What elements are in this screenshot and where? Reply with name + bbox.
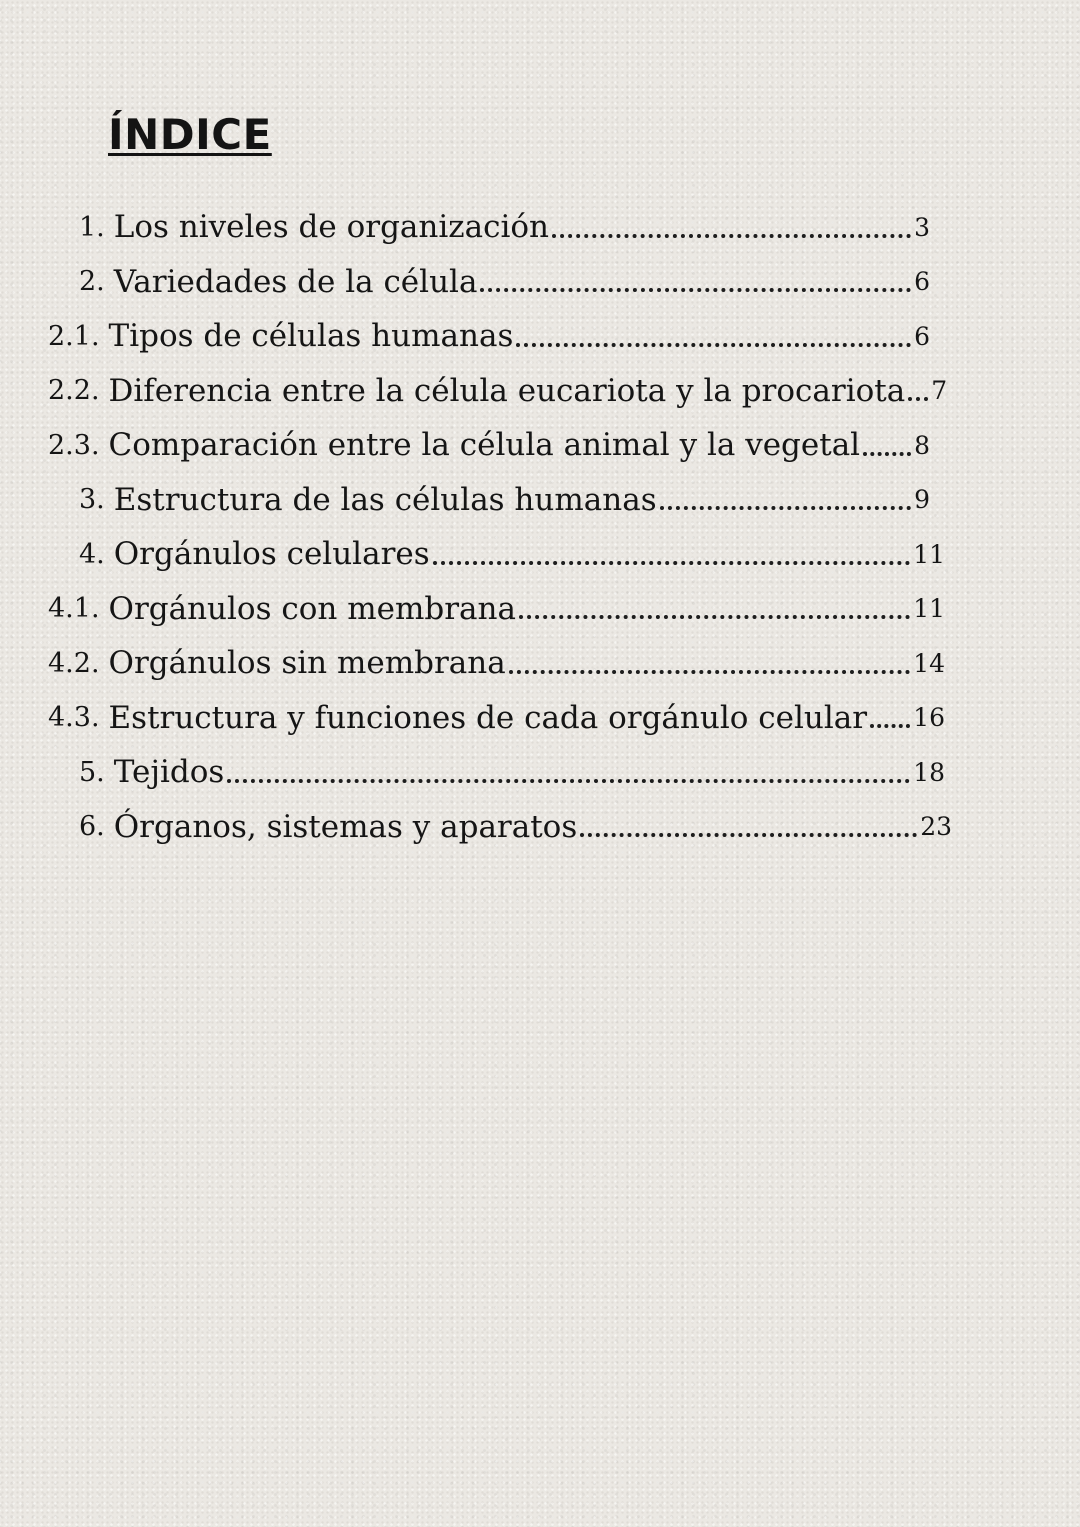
toc-entry-page: 23 [920,812,952,842]
dot-leader [580,833,917,837]
table-of-contents [0,200,1080,854]
toc-entry-page: 6 [914,321,930,351]
dot-leader [660,506,911,510]
toc-entry [0,255,930,310]
dot-leader [433,561,911,565]
toc-entry-page: 11 [913,539,945,569]
toc-entry-page: 11 [913,594,945,624]
toc-entry-number: 2.3. [48,429,100,461]
toc-entry-number: 4. [79,538,105,570]
toc-entry-number: 5. [79,756,105,788]
toc-entry-number: 2.1. [48,320,100,352]
toc-entry [0,309,930,364]
dot-leader [509,670,910,674]
toc-entry-number: 6. [79,811,105,843]
toc-entry-page: 8 [914,430,930,460]
toc-entry-page: 7 [931,376,948,406]
toc-entry [0,691,945,746]
toc-entry [0,364,948,419]
toc-entry-title: Diferencia entre la célula eucariota y la procariota [108,372,906,409]
toc-entry [0,527,945,582]
toc-entry-page: 14 [913,648,945,678]
dot-leader [870,724,910,728]
toc-entry-title: Comparación entre la célula animal y la vegetal [108,427,861,464]
toc-entry-number: 2. [79,266,105,298]
dot-leader [519,615,910,619]
toc-entry-page: 3 [914,212,930,242]
toc-entry-number: 3. [79,484,105,516]
toc-entry-title: Variedades de la célula [113,263,478,300]
dot-leader [516,343,911,347]
toc-entry-number: 1. [79,211,105,243]
dot-leader [227,779,910,783]
dot-leader [863,452,911,456]
toc-entry [0,200,930,255]
toc-entry-page: 16 [913,703,945,733]
page-title: ÍNDICE [108,110,272,159]
toc-entry-number: 2.2. [48,375,100,407]
toc-entry-title: Tipos de células humanas [108,318,514,355]
toc-entry-page: 6 [914,267,930,297]
toc-entry-title: Orgánulos celulares [113,536,430,573]
toc-entry [0,636,945,691]
toc-entry-number: 4.3. [48,702,100,734]
toc-entry-title: Órganos, sistemas y aparatos [113,808,578,845]
toc-entry-title: Los niveles de organización [113,209,549,246]
toc-entry [0,418,930,473]
toc-entry [0,800,952,855]
dot-leader [908,397,928,401]
dot-leader [480,288,911,292]
toc-entry [0,473,930,528]
toc-entry [0,745,945,800]
toc-entry-title: Tejidos [113,754,225,791]
toc-entry-page: 9 [914,485,930,515]
toc-entry-title: Estructura de las células humanas [113,481,657,518]
toc-entry-page: 18 [913,757,945,787]
toc-entry-number: 4.2. [48,647,100,679]
toc-entry [0,582,945,637]
toc-entry-title: Estructura y funciones de cada orgánulo celular [108,699,868,736]
dot-leader [552,234,911,238]
toc-entry-title: Orgánulos sin membrana [108,645,506,682]
toc-entry-number: 4.1. [48,593,100,625]
toc-entry-title: Orgánulos con membrana [108,590,516,627]
